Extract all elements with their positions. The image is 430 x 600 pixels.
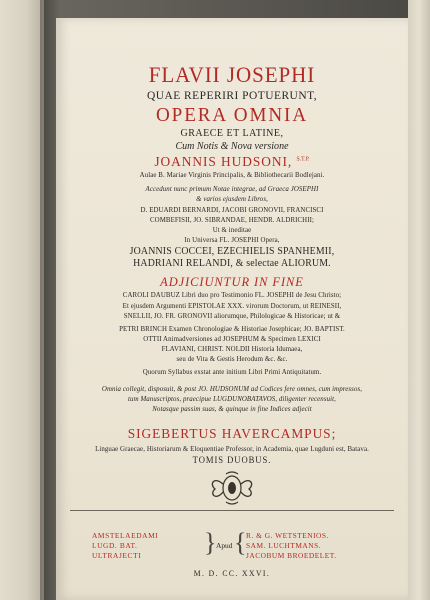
imprint-rule — [70, 510, 394, 511]
title-line-8b: & varios ejusdem Libros, — [196, 195, 268, 203]
imprint-printer-1: R. & G. WETSTENIOS. — [246, 531, 329, 540]
title-line-17: Et ejusdem Argumenti EPISTOLAE XXX. virorum Doctorum, ut REINESII, — [122, 302, 342, 310]
editor-name-text: JOANNIS HUDSONI, — [154, 155, 293, 170]
editor-name — [64, 155, 400, 171]
title-line-20: OTTII Animadversiones ad JOSEPHUM & Specimen LEXICI — [143, 335, 321, 343]
imprint-printers — [246, 531, 396, 561]
title-line-8a: Accedunt nunc primum Notae integrae, ad Graeca JOSEPHI — [145, 185, 319, 193]
title-line-7: Aulae B. Mariae Virginis Principalis, & Bibliothecarii Bodlejani. — [139, 171, 325, 179]
title-line-23: Quorum Syllabus exstat ante initium Libri Primi Antiquitatum. — [142, 368, 322, 376]
imprint-cities — [92, 531, 202, 561]
imprint-printer-3: JACOBUM BROEDELET. — [246, 551, 337, 560]
title-page — [56, 18, 408, 600]
imprint-city-1: AMSTELAEDAMI — [92, 531, 159, 540]
title-line-11: Ut & ineditae — [212, 226, 252, 234]
book-left-board — [0, 0, 44, 600]
title-line-10: COMBEFISII, JO. SIBRANDAE, HENDR. ALDRICHII; — [150, 216, 314, 224]
title-line-28: Linguae Graecae, Historiarum & Eloquentiae Professor, in Academia, quae Lugduni est, Batava. — [95, 445, 369, 453]
editor-degree: S.T.P. — [296, 156, 310, 163]
title-line-21: FLAVIANI, CHRIST. NOLDII Historia Idumaea, — [161, 345, 303, 353]
imprint-city-2: LUGD. BAT. — [92, 541, 138, 550]
havercamp-name: SIGEBERTUS HAVERCAMPUS; — [127, 427, 337, 442]
title-line-18: SNELLII, JO. FR. GRONOVII aliorumque, Philologicae & Historicae; ut & — [123, 312, 341, 320]
title-line-9: D. EDUARDI BERNARDI, JACOBI GRONOVII, FRANCISCI — [140, 206, 324, 214]
title-line-19: PETRI BRINCH Examen Chronologiae & Historiae Josephicae; JO. BAPTIST. — [119, 325, 345, 333]
title-line-4: GRAECE ET LATINE, — [180, 128, 284, 139]
apud-label: Apud — [216, 541, 233, 550]
work-title: OPERA OMNIA — [155, 104, 309, 126]
imprint-city-3: ULTRAJECTI — [92, 551, 142, 560]
title-line-26: Notasque passim suas, & quinque in fine Indices adjecit — [152, 405, 312, 413]
title-line-24: Omnia collegit, disposuit, & post JO. HUDSONUM ad Codices fere omnes, cum impressos, — [101, 385, 363, 393]
title-line-13: JOANNIS COCCEI, EZECHIELIS SPANHEMII, — [129, 246, 335, 257]
imprint-printer-2: SAM. LUCHTMANS. — [246, 541, 322, 550]
title-line-25: tum Manuscriptos, praecipue LUGDUNOBATAVOS, diligenter recensuit, — [128, 395, 336, 403]
title-line-16: CAROLI DAUBUZ Libri duo pro Testimonio FL. JOSEPHI de Jesu Christo; — [122, 291, 342, 299]
title-line-8 — [56, 184, 408, 204]
book-right-board — [408, 0, 430, 600]
title-line-2: QUAE REPERIRI POTUERUNT, — [146, 88, 318, 102]
title-line-12: In Universa FL. JOSEPHI Opera, — [184, 236, 280, 244]
volumes-line: TOMIS DUOBUS. — [192, 455, 272, 465]
printer-ornament-icon — [206, 470, 258, 506]
right-brace-icon: { — [234, 528, 247, 557]
publication-date: M. D. CC. XXVI. — [193, 569, 271, 578]
author-title: FLAVII JOSEPHI — [148, 62, 316, 87]
title-line-14: HADRIANI RELANDI, & selectae ALIORUM. — [133, 258, 331, 269]
title-line-22: seu de Vita & Gestis Herodum &c. &c. — [176, 355, 288, 363]
title-line-5: Cum Notis & Nova versione — [175, 141, 289, 152]
adjiciuntur-heading: ADJICIUNTUR IN FINE — [160, 274, 304, 289]
left-brace-icon: } — [204, 528, 217, 557]
